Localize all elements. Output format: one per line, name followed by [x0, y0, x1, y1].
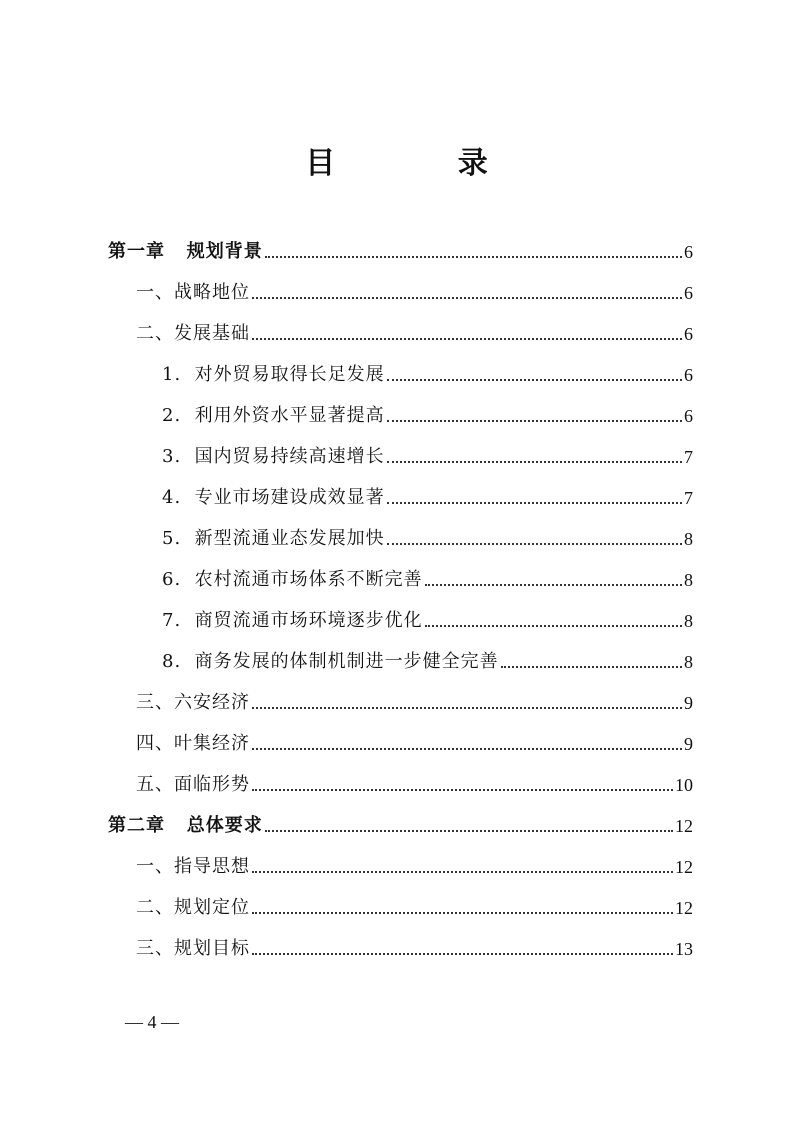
- toc-entry-label: 一、战略地位: [136, 282, 250, 303]
- toc-dot-leader: [252, 870, 673, 873]
- toc-page-number: 9: [684, 693, 693, 713]
- toc-entry-label: 一、指导思想: [136, 856, 250, 877]
- toc-entry-label: 二、发展基础: [136, 323, 250, 344]
- toc-entry[interactable]: [108, 263, 693, 304]
- toc-entry[interactable]: [108, 427, 693, 468]
- toc-page-number: 8: [684, 652, 693, 672]
- toc-entry[interactable]: [108, 304, 693, 345]
- toc-entry-label: 三、规划目标: [136, 938, 250, 959]
- toc-dot-leader: [425, 624, 682, 627]
- toc-page-number: 6: [684, 324, 693, 344]
- toc-dot-leader: [387, 542, 682, 545]
- toc-entry-label: 四、叶集经济: [136, 733, 250, 754]
- toc-page-number: 13: [675, 939, 693, 959]
- page-footer: — 4 —: [125, 1012, 179, 1032]
- toc-dot-leader: [265, 255, 682, 258]
- toc-page-number: 12: [675, 857, 693, 877]
- toc-dot-leader: [387, 419, 682, 422]
- toc-page-number: 6: [684, 242, 693, 262]
- toc-dot-leader: [265, 829, 673, 832]
- toc-dot-leader: [387, 460, 682, 463]
- toc-page-number: 8: [684, 611, 693, 631]
- toc-dot-leader: [252, 337, 682, 340]
- toc-entry[interactable]: [108, 755, 693, 796]
- toc-dot-leader: [501, 665, 682, 668]
- toc-entry[interactable]: [108, 591, 693, 632]
- toc-dot-leader: [252, 747, 682, 750]
- toc-chapter-entry[interactable]: [108, 222, 693, 263]
- toc-entry-label: 第二章 总体要求: [108, 815, 263, 836]
- toc-entry[interactable]: [108, 632, 693, 673]
- toc-page-number: 6: [684, 406, 693, 426]
- toc-entry-label: 4. 专业市场建设成效显著: [162, 487, 385, 508]
- toc-page-number: 6: [684, 365, 693, 385]
- toc-dot-leader: [252, 706, 682, 709]
- document-title: 目 录: [305, 146, 544, 181]
- toc-dot-leader: [252, 952, 673, 955]
- toc-chapter-entry[interactable]: [108, 796, 693, 837]
- toc-entry-label: 二、规划定位: [136, 897, 250, 918]
- toc-page-number: 8: [684, 570, 693, 590]
- toc-entry[interactable]: [108, 878, 693, 919]
- toc-entry[interactable]: [108, 345, 693, 386]
- toc-page-number: 12: [675, 898, 693, 918]
- toc-entry[interactable]: [108, 386, 693, 427]
- toc-entry[interactable]: [108, 919, 693, 960]
- toc-dot-leader: [387, 378, 682, 381]
- toc-page-number: 7: [684, 447, 693, 467]
- toc-entry[interactable]: [108, 550, 693, 591]
- toc-dot-leader: [425, 583, 682, 586]
- toc-entry-label: 5. 新型流通业态发展加快: [162, 528, 385, 549]
- toc-entry-label: 2. 利用外资水平显著提高: [162, 405, 385, 426]
- toc-page-number: 10: [675, 775, 693, 795]
- toc-page-number: 9: [684, 734, 693, 754]
- toc-entry[interactable]: [108, 837, 693, 878]
- toc-dot-leader: [252, 788, 673, 791]
- toc-entry[interactable]: [108, 468, 693, 509]
- toc-dot-leader: [252, 296, 682, 299]
- table-of-contents: [108, 222, 693, 960]
- toc-dot-leader: [252, 911, 673, 914]
- toc-entry[interactable]: [108, 509, 693, 550]
- toc-page-number: 6: [684, 283, 693, 303]
- toc-entry-label: 1. 对外贸易取得长足发展: [162, 364, 385, 385]
- toc-entry-label: 8. 商务发展的体制机制进一步健全完善: [162, 651, 499, 672]
- toc-entry[interactable]: [108, 673, 693, 714]
- toc-entry-label: 7. 商贸流通市场环境逐步优化: [162, 610, 423, 631]
- toc-entry-label: 三、六安经济: [136, 692, 250, 713]
- toc-dot-leader: [387, 501, 682, 504]
- toc-entry-label: 3. 国内贸易持续高速增长: [162, 446, 385, 467]
- toc-page-number: 12: [675, 816, 693, 836]
- toc-entry[interactable]: [108, 714, 693, 755]
- toc-page-number: 7: [684, 488, 693, 508]
- toc-entry-label: 五、面临形势: [136, 774, 250, 795]
- toc-entry-label: 第一章 规划背景: [108, 241, 263, 262]
- toc-entry-label: 6. 农村流通市场体系不断完善: [162, 569, 423, 590]
- toc-page-number: 8: [684, 529, 693, 549]
